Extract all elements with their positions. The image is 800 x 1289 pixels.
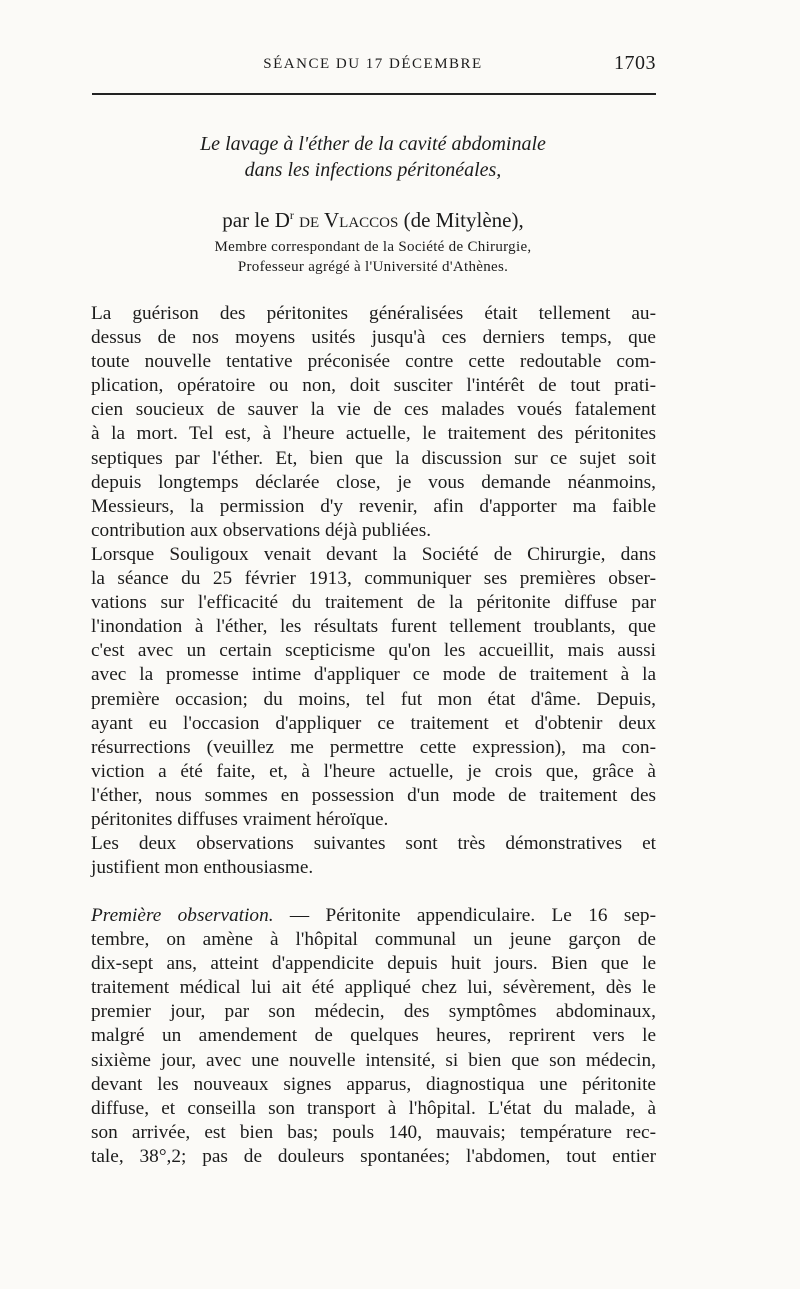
affiliation-line-2: Professeur agrégé à l'Université d'Athènes. [237,259,509,275]
paragraph-3 [91,832,656,880]
text-line: à la mort. Tel est, à l'heure actuelle, le traitement des péritonites [91,423,656,445]
author-superscript: r [289,208,294,222]
text-line: malgré un amendement de quelques heures, reprirent vers le [91,1025,656,1047]
text-line: Lorsque Souligoux venait devant la Société de Chirurgie, dans [91,543,656,565]
article-title-line-2: dans les infections péritonéales, [244,159,502,181]
text-line: Les deux observations suivantes sont très démonstratives et [91,833,656,855]
text-line: dessus de nos moyens usités jusqu'à ces derniers temps, que [91,327,656,349]
text-line: depuis longtemps déclarée close, je vous demande néanmoins, [91,471,656,493]
text-line: septiques par l'éther. Et, bien que la discussion sur ce sujet soit [91,447,656,469]
page-number: 1703 [614,52,656,74]
author-line [90,200,656,235]
text-line: tembre, on amène à l'hôpital communal un jeune garçon de [91,929,656,951]
observation-first-line [91,904,656,928]
text-line: toute nouvelle tentative préconisée contre cette redoutable com- [91,351,656,373]
text-line: plication, opératoire ou non, doit susciter l'intérêt de tout prati- [91,375,656,397]
text-line: contribution aux observations déjà publiées. [91,519,432,541]
observation-heading-rest: — Péritonite appendiculaire. Le 16 sep- [273,905,656,926]
text-line: vations sur l'efficacité du traitement de la péritonite diffuse par [91,592,656,614]
text-line: devant les nouveaux signes apparus, diagnostiqua une péritonite [91,1073,656,1095]
text-line: dix-sept ans, atteint d'appendicite depuis huit jours. Bien que le [91,953,656,975]
author-name: de Vlaccos [299,208,399,232]
header-rule [92,93,656,95]
text-line: viction a été faite, et, à l'heure actuelle, je crois que, grâce à [91,760,656,782]
affiliation-line-1: Membre correspondant de la Société de Chirurgie, [214,239,532,255]
paragraph-2 [91,543,656,832]
body-text-block [91,302,656,880]
paragraph-1 [91,302,656,543]
text-line: Messieurs, la permission d'y revenir, afin d'apporter ma faible [91,495,656,517]
text-line: l'éther, nous sommes en possession d'un mode de traitement des [91,784,656,806]
text-line: c'est avec un certain scepticisme qu'on les accueillit, mais aussi [91,640,656,662]
text-line: première occasion; du moins, tel fut mon état d'âme. Depuis, [91,688,656,710]
text-line: l'inondation à l'éther, les résultats furent tellement troublants, que [91,616,656,638]
text-line: sixième jour, avec une nouvelle intensité, si bien que son médecin, [91,1049,656,1071]
text-line: premier jour, par son médecin, des symptômes abdominaux, [91,1001,656,1023]
text-line: résurrections (veuillez me permettre cette expression), ma con- [91,736,656,758]
text-line: cien soucieux de sauver la vie de ces malades voués fatalement [91,399,656,421]
text-line: tale, 38°,2; pas de douleurs spontanées; l'abdomen, tout entier [91,1145,656,1167]
text-line: diffuse, et conseilla son transport à l'hôpital. L'état du malade, à [91,1097,656,1119]
text-line: la séance du 25 février 1913, communiquer ses premières obser- [91,568,656,590]
text-line: La guérison des péritonites généralisées était tellement au- [91,303,656,324]
text-line: justifient mon enthousiasme. [91,857,314,879]
author-prefix: par le D [222,208,290,232]
article-title-line-1: Le lavage à l'éther de la cavité abdominale [200,133,546,155]
text-line: ayant eu l'occasion d'appliquer ce traitement et d'obtenir deux [91,712,656,734]
observation-heading: Première observation. [91,905,274,926]
running-title: SÉANCE DU 17 DÉCEMBRE [263,56,483,72]
text-line: avec la promesse intime d'appliquer ce mode de traitement à la [91,664,656,686]
text-line: son arrivée, est bien bas; pouls 140, mauvais; température rec- [91,1121,656,1143]
text-line: péritonites diffuses vraiment héroïque. [91,808,389,830]
observation-block [91,904,656,1169]
author-place: (de Mitylène), [403,208,524,232]
text-line: traitement médical lui ait été appliqué chez lui, sévèrement, dès le [91,977,656,999]
running-header [90,52,656,76]
